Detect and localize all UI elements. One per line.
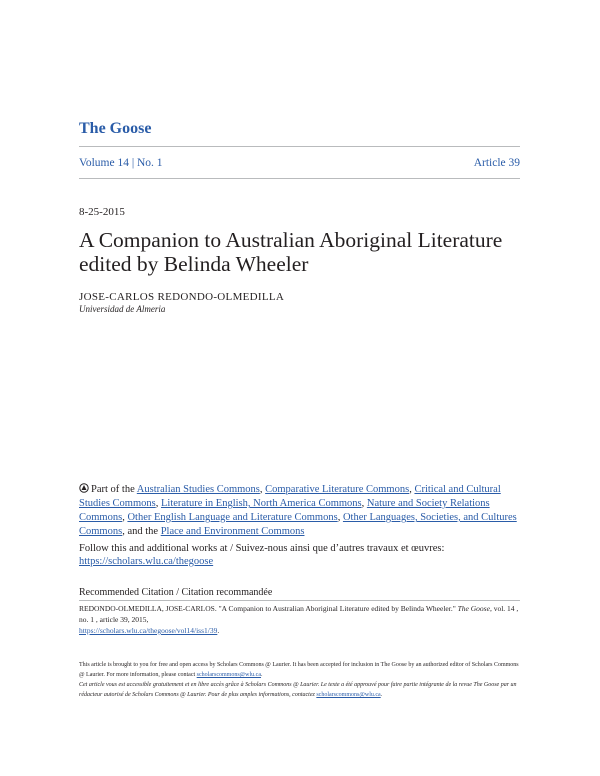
volume-issue-link[interactable]: Volume 14 | No. 1 [79, 157, 163, 169]
commons-link-literature-english-na[interactable]: Literature in English, North America Commons [160, 498, 362, 509]
notice-end-en: . [261, 672, 263, 678]
notice-end-fr: . [380, 692, 383, 698]
commons-separator: , [155, 498, 161, 509]
commons-link-comparative-literature[interactable]: Comparative Literature Commons [265, 484, 410, 495]
follow-url-link[interactable]: https://scholars.wlu.ca/thegoose [79, 556, 214, 567]
commons-and: , and the [122, 526, 161, 537]
citation-details: , vol. 14 , no. 1 , article 39, 2015, [79, 604, 519, 624]
commons-link-other-languages[interactable]: Other Languages, Societies, and Cultures Commons [79, 512, 517, 537]
commons-separator: , [361, 498, 367, 509]
notice-email-link-fr[interactable]: scholarscommons@wlu.ca [316, 692, 381, 698]
citation-end: . [217, 626, 220, 635]
article-number-link[interactable]: Article 39 [473, 157, 520, 169]
citation-divider [79, 600, 520, 601]
citation-text [79, 603, 524, 636]
notice-english: This article is brought to you for free and open access by Scholars Commons @ Laurier. It has been accepted for inclusion in The Goose by an authorized editor of Scholars Commons @ Laurier. For more information, please contact [79, 662, 519, 678]
commons-prefix: Part of the [91, 484, 137, 495]
commons-link-other-english[interactable]: Other English Language and Literature Commons [127, 512, 338, 523]
commons-separator: , [259, 484, 266, 495]
commons-link-critical-cultural-studies[interactable]: Critical and Cultural Studies Commons [79, 484, 501, 509]
follow-text: Follow this and additional works at / Suivez-nous ainsi que d’autres travaux et œuvres: [79, 543, 445, 554]
notice-french: Cet article vous est accessible gratuitement et en libre accès grâce à Scholars Commons @ Laurier. Le texte a été approuvé pour faire partie intégrante de la revue The Goose par un rédacteur autorisé de Scholars Commons @ Laurier. Pour de plus amples informations, contactez [79, 682, 517, 698]
commons-separator: , [409, 484, 415, 495]
commons-link-place-environment[interactable]: Place and Environment Commons [160, 526, 305, 537]
commons-separator: , [122, 512, 128, 523]
citation-url-link[interactable]: https://scholars.wlu.ca/thegoose/vol14/iss1/39 [79, 626, 218, 635]
citation-journal: The Goose [457, 604, 490, 613]
publication-date: 8-25-2015 [79, 206, 125, 218]
commons-disciplines [79, 483, 519, 539]
citation-body: REDONDO-OLMEDILLA, JOSE-CARLOS. "A Companion to Australian Aboriginal Literature edited by Belinda Wheeler." [79, 604, 456, 613]
recommended-citation-heading: Recommended Citation / Citation recommandée [79, 587, 273, 598]
access-notice [79, 660, 524, 700]
notice-email-link-en[interactable]: scholarscommons@wlu.ca [196, 672, 262, 678]
network-commons-icon [79, 483, 89, 493]
header-divider-top [79, 146, 520, 147]
author-affiliation: Universidad de Almeria [79, 304, 166, 314]
commons-link-nature-society[interactable]: Nature and Society Relations Commons [79, 498, 490, 523]
commons-link-australian-studies[interactable]: Australian Studies Commons [136, 484, 260, 495]
header-divider-bottom [79, 178, 520, 179]
article-title: A Companion to Australian Aboriginal Literature edited by Belinda Wheeler [79, 228, 503, 276]
commons-separator: , [337, 512, 343, 523]
journal-title[interactable]: The Goose [79, 120, 152, 137]
author-name: JOSE-CARLOS REDONDO-OLMEDILLA [79, 291, 285, 303]
